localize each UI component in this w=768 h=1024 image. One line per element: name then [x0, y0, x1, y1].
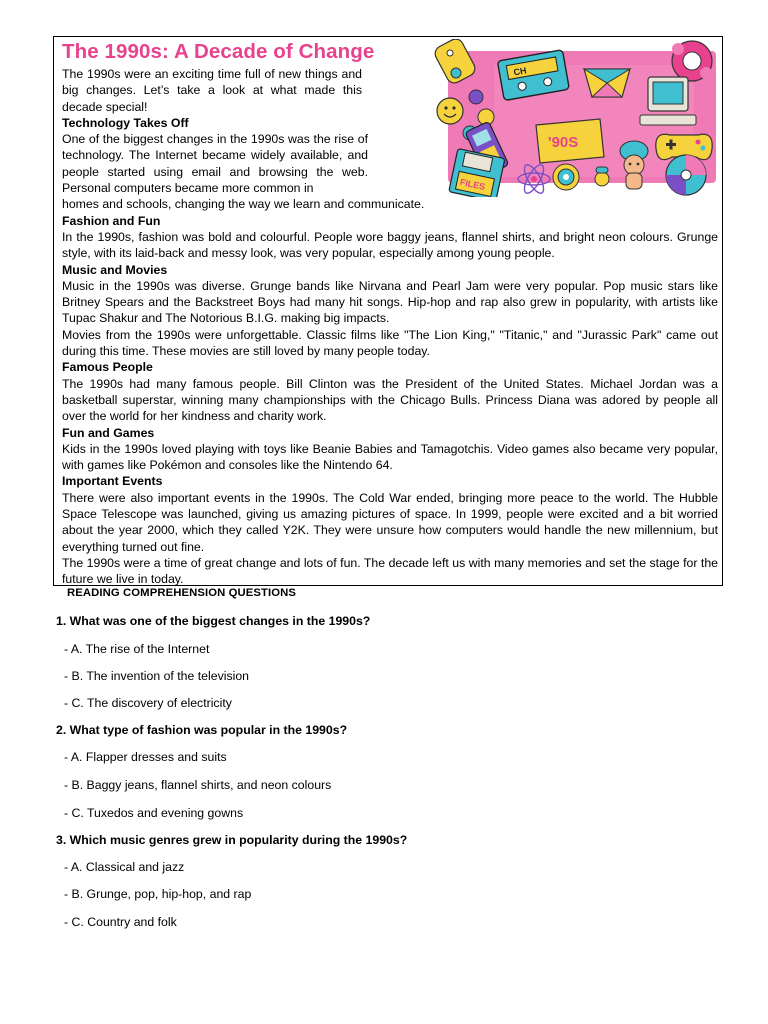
music-paragraph: Music in the 1990s was diverse. Grunge bands like Nirvana and Pearl Jam were very popular. Pop music stars like Britney Spears and the Backstreet Boys had many hit songs. Hip-hop and rap also grew in popularity, with artists like Tupac Shakur and The Notorious B.I.G. making big impacts.: [62, 278, 718, 326]
people-paragraph: The 1990s had many famous people. Bill Clinton was the President of the United States. Michael Jordan was a basketball superstar, winning many championships with the Chicago Bulls. Princess Diana was adored by people all over the world for her kindness and charity work.: [62, 376, 718, 424]
question-1-option-c: - C. The discovery of electricity: [64, 696, 232, 710]
events-paragraph: There were also important events in the 1990s. The Cold War ended, bringing more peace to the world. The Hubble Space Telescope was launched, giving us amazing pictures of space. In 1999, people were excited and a bit worried about the year 2000, which they called Y2K. They were unsure how computers would handle the new millennium, but everything turned out fine.: [62, 490, 718, 554]
tech-paragraph: One of the biggest changes in the 1990s was the rise of technology. The Internet became widely available, and people started using email and browsing the web. Personal computers became more common in: [62, 132, 368, 196]
movies-paragraph: Movies from the 1990s were unforgettable. Classic films like "The Lion King," "Titanic," and "Jurassic Park" came out during this time. These movies are still loved by many people today.: [62, 327, 718, 359]
article-box: [53, 36, 723, 586]
sticker-stack-icon: [553, 164, 579, 190]
question-3-option-b: - B. Grunge, pop, hip-hop, and rap: [64, 887, 252, 901]
fashion-paragraph: In the 1990s, fashion was bold and colourful. People wore baggy jeans, flannel shirts, and bright neon colours. Grunge style, with its laid-back and messy look, was very popular, especially among young people.: [62, 229, 718, 261]
question-1: 1. What was one of the biggest changes in the 1990s?: [56, 614, 371, 628]
computer-icon: [640, 77, 696, 125]
intro-paragraph: The 1990s were an exciting time full of new things and big changes. Let’s take a look at what made this decade special!: [62, 67, 362, 114]
smiley-icon: [437, 98, 463, 124]
question-2-option-a: - A. Flapper dresses and suits: [64, 750, 227, 764]
question-2-option-c: - C. Tuxedos and evening gowns: [64, 806, 244, 820]
music-heading: Music and Movies: [62, 262, 168, 277]
question-2: 2. What type of fashion was popular in the 1990s?: [56, 723, 348, 737]
nineties-badge-icon: [536, 119, 604, 163]
question-1-option-a: - A. The rise of the Internet: [64, 642, 210, 656]
scrunchie-icon: [672, 41, 712, 81]
events-heading: Important Events: [62, 474, 163, 489]
people-heading: Famous People: [62, 360, 153, 375]
nineties-badge-text: '90S: [548, 134, 579, 151]
floppy-label: FILES: [459, 176, 487, 192]
question-2-option-b: - B. Baggy jeans, flannel shirts, and neon colours: [64, 778, 332, 792]
games-heading: Fun and Games: [62, 425, 155, 440]
question-3: 3. Which music genres grew in popularity during the 1990s?: [56, 833, 408, 847]
tech-paragraph-end: homes and schools, changing the way we learn and communicate.: [62, 197, 425, 212]
pacifier-icon: [595, 167, 609, 186]
cootie-catcher-icon: [584, 69, 630, 97]
games-paragraph: Kids in the 1990s loved playing with toys like Beanie Babies and Tamagotchis. Video games also became very popular, with games like Pokémon and consoles like the Nintendo 64.: [62, 441, 718, 473]
closing-paragraph: The 1990s were a time of great change and lots of fun. The decade left us with many memories and set the stage for the future we live in today.: [62, 555, 718, 587]
question-3-option-a: - A. Classical and jazz: [64, 860, 185, 874]
question-1-option-b: - B. The invention of the television: [64, 669, 250, 683]
cassette-label: CH: [512, 65, 528, 78]
question-3-option-c: - C. Country and folk: [64, 915, 177, 929]
comprehension-heading: READING COMPREHENSION QUESTIONS: [67, 587, 297, 599]
article-title: The 1990s: A Decade of Change: [62, 40, 375, 63]
nineties-illustration: [434, 39, 720, 197]
compact-disc-icon: [666, 155, 706, 195]
fashion-heading: Fashion and Fun: [62, 213, 161, 228]
tech-heading: Technology Takes Off: [62, 115, 189, 130]
